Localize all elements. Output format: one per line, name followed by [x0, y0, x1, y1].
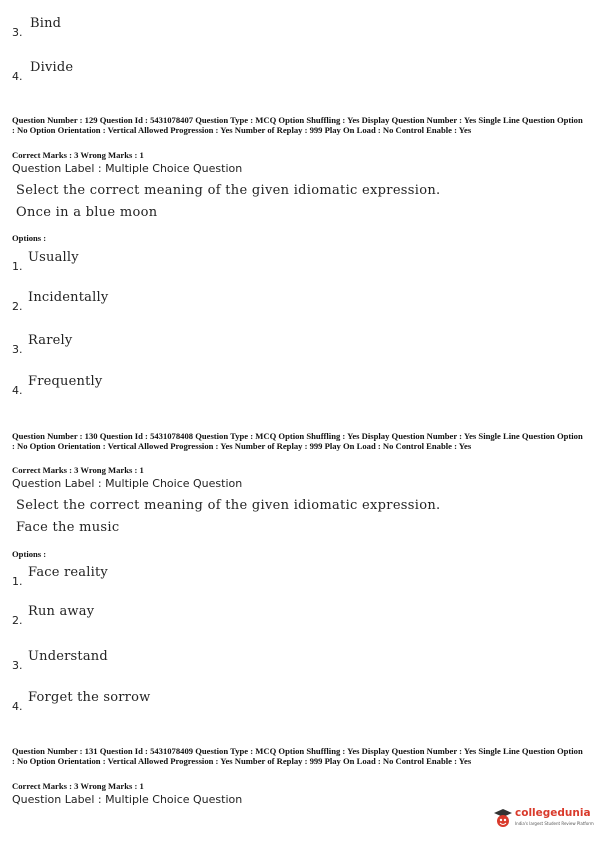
- question-instruction: Select the correct meaning of the given idiomatic expression.: [16, 183, 441, 198]
- question-meta: Question Number : 131 Question Id : 5431078409 Question Type : MCQ Option Shuffling : Yes Display Question Number : Yes Single Line Question Option : No Option Orientation : Vertical Allowed Progression : Yes Number of Replay : 999 Play On Load : No Control Enable : Yes: [12, 746, 583, 766]
- option-number: 4.: [12, 384, 23, 397]
- question-expression: Face the music: [16, 520, 120, 535]
- option-number: 3.: [12, 26, 23, 39]
- question-label: Question Label : Multiple Choice Question: [12, 477, 243, 490]
- options-heading: Options :: [12, 233, 47, 243]
- logo-tagline: India's largest Student Review Platform: [515, 821, 594, 826]
- question-label: Question Label : Multiple Choice Question: [12, 162, 243, 175]
- question-meta: Question Number : 130 Question Id : 5431078408 Question Type : MCQ Option Shuffling : Yes Display Question Number : Yes Single Line Question Option : No Option Orientation : Vertical Allowed Progression : Yes Number of Replay : 999 Play On Load : No Control Enable : Yes: [12, 431, 583, 451]
- question-instruction: Select the correct meaning of the given idiomatic expression.: [16, 498, 441, 513]
- option-number: 3.: [12, 343, 23, 356]
- option-number: 3.: [12, 659, 23, 672]
- question-expression: Once in a blue moon: [16, 205, 158, 220]
- option-text: Incidentally: [28, 290, 109, 305]
- option-text: Bind: [30, 16, 62, 31]
- option-number: 4.: [12, 700, 23, 713]
- option-text: Divide: [30, 60, 74, 75]
- option-text: Face reality: [28, 565, 108, 580]
- option-text: Usually: [28, 250, 79, 265]
- option-number: 2.: [12, 614, 23, 627]
- marks-line: Correct Marks : 3 Wrong Marks : 1: [12, 465, 144, 475]
- question-meta: Question Number : 129 Question Id : 5431078407 Question Type : MCQ Option Shuffling : Yes Display Question Number : Yes Single Line Question Option : No Option Orientation : Vertical Allowed Progression : Yes Number of Replay : 999 Play On Load : No Control Enable : Yes: [12, 115, 583, 135]
- marks-line: Correct Marks : 3 Wrong Marks : 1: [12, 781, 144, 791]
- option-text: Forget the sorrow: [28, 690, 151, 705]
- option-text: Understand: [28, 649, 108, 664]
- marks-line: Correct Marks : 3 Wrong Marks : 1: [12, 150, 144, 160]
- collegedunia-logo: [493, 805, 594, 833]
- options-heading: Options :: [12, 549, 47, 559]
- option-text: Rarely: [28, 333, 73, 348]
- logo-name: collegedunia: [515, 807, 591, 819]
- option-number: 4.: [12, 70, 23, 83]
- option-number: 2.: [12, 300, 23, 313]
- option-text: Run away: [28, 604, 95, 619]
- option-number: 1.: [12, 575, 23, 588]
- option-number: 1.: [12, 260, 23, 273]
- option-text: Frequently: [28, 374, 103, 389]
- question-label: Question Label : Multiple Choice Question: [12, 793, 243, 806]
- graduate-icon: [493, 807, 513, 831]
